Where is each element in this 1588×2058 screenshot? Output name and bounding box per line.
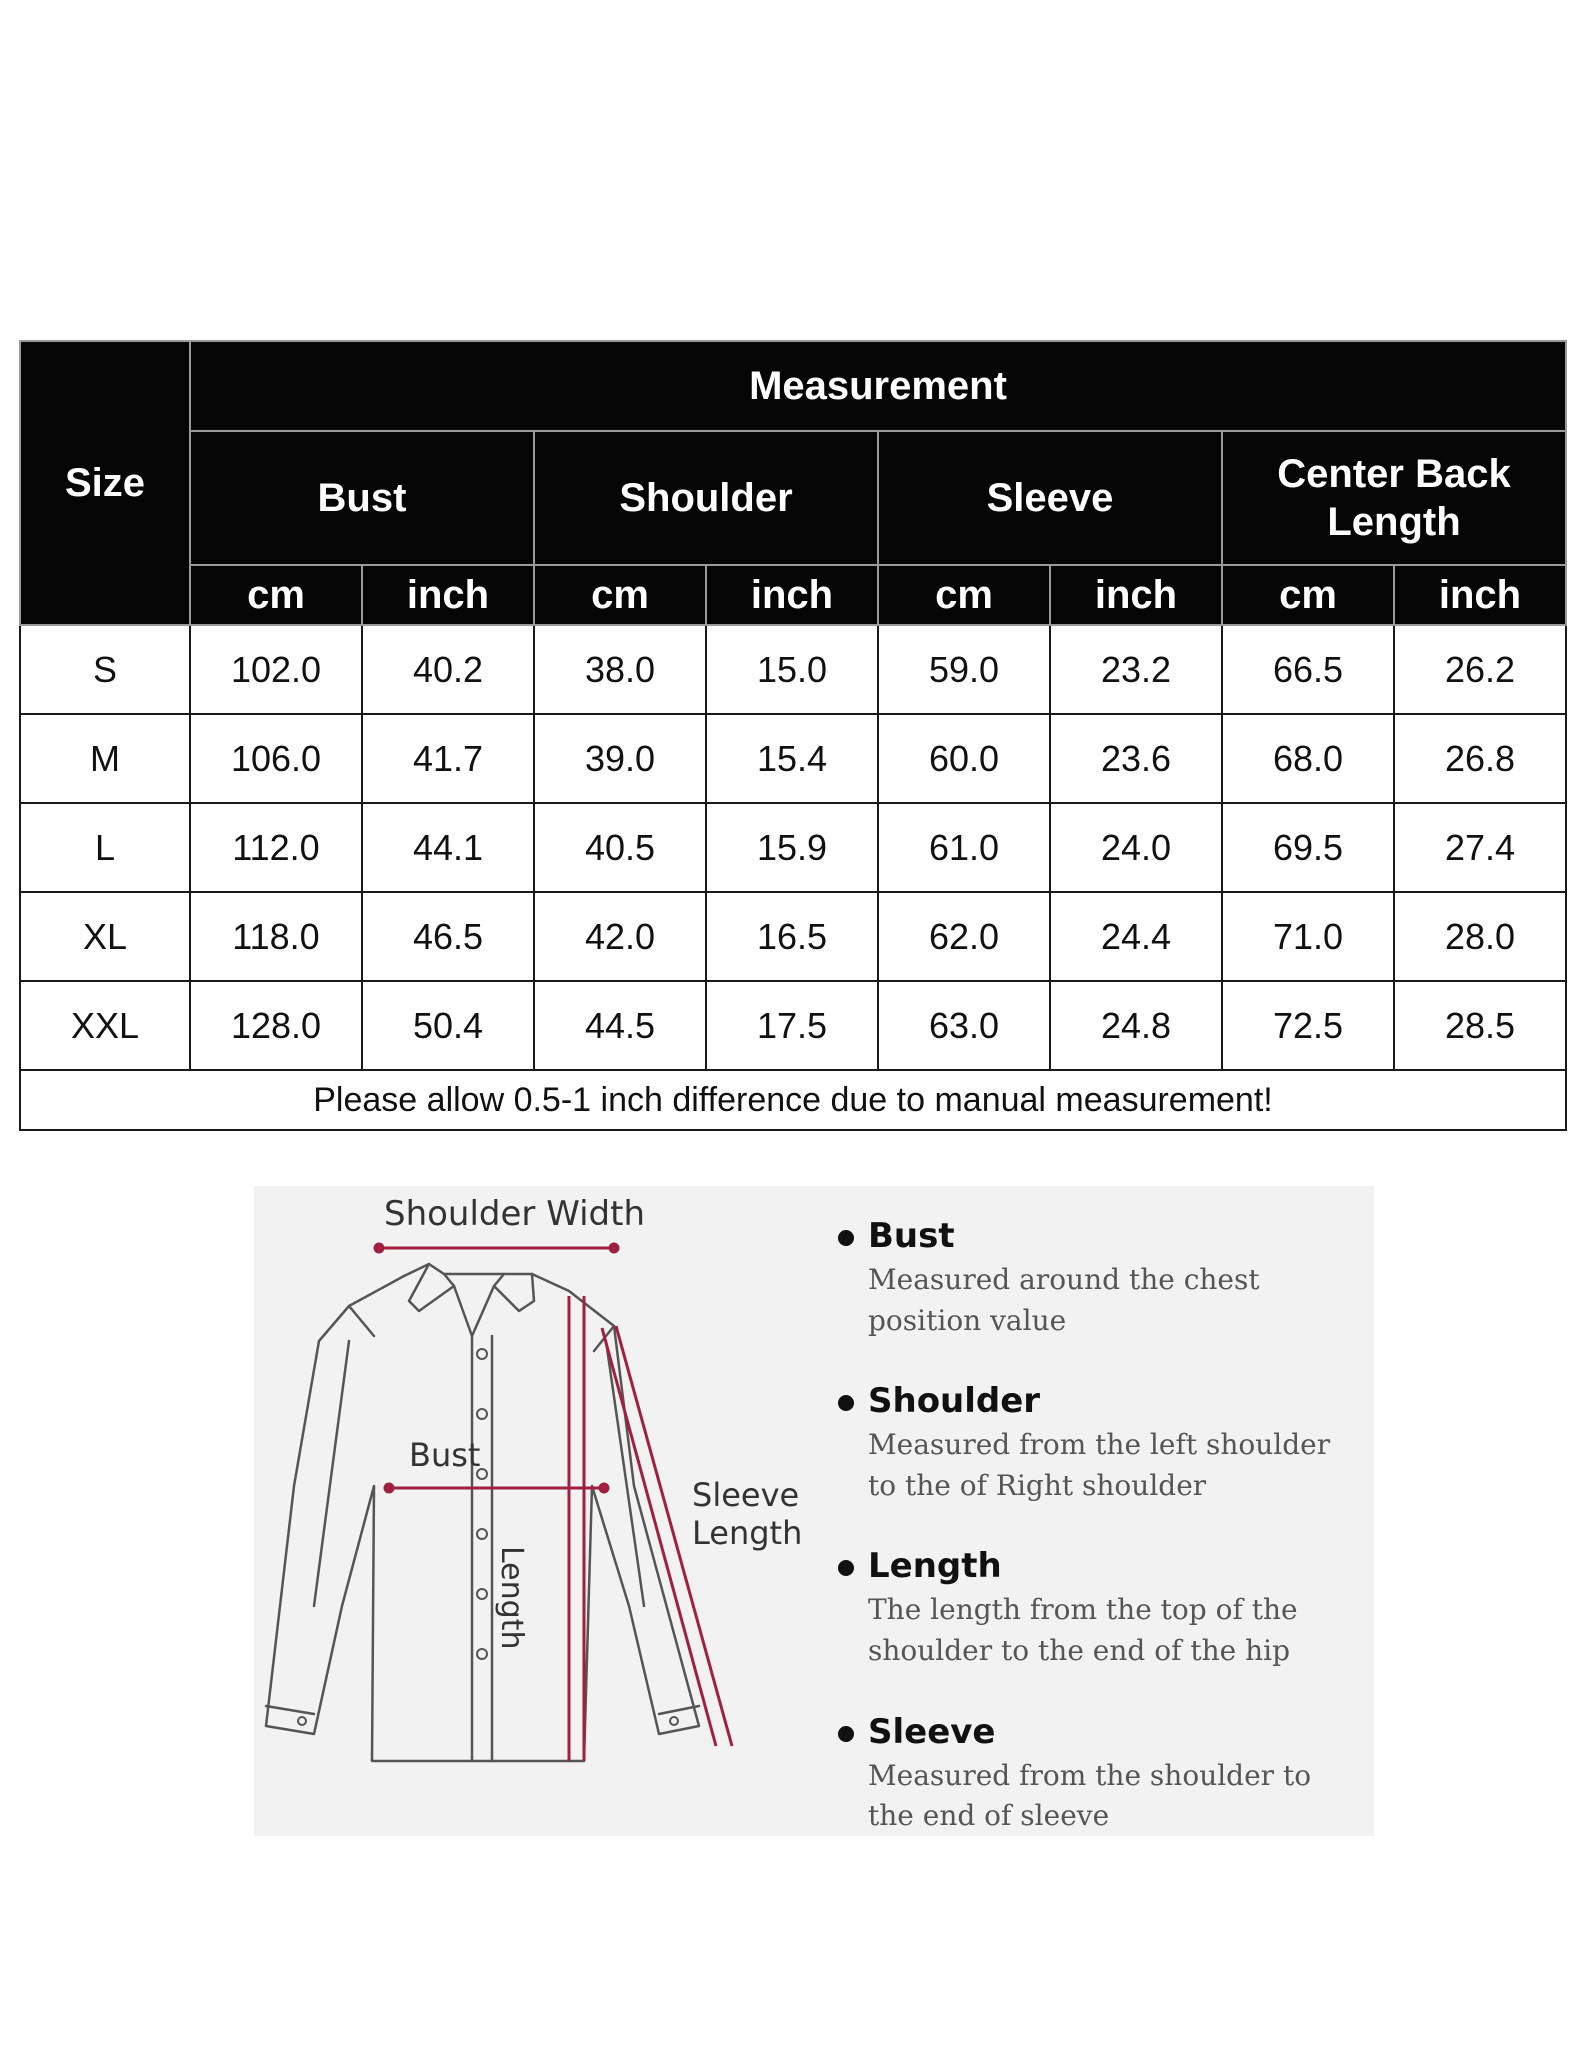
value-cell: 28.5 <box>1394 981 1566 1070</box>
value-cell: 44.5 <box>534 981 706 1070</box>
value-cell: 71.0 <box>1222 892 1394 981</box>
bullet-icon <box>838 1726 854 1742</box>
group-header-sleeve: Sleeve <box>878 431 1222 565</box>
group-header-center-back-length: Center Back Length <box>1222 431 1566 565</box>
size-header: Size <box>20 341 190 625</box>
size-chart-table <box>19 340 1567 1131</box>
bust-label: Bust <box>409 1436 481 1474</box>
value-cell: 128.0 <box>190 981 362 1070</box>
unit-header: cm <box>190 565 362 625</box>
group-header-shoulder: Shoulder <box>534 431 878 565</box>
value-cell: 15.9 <box>706 803 878 892</box>
value-cell: 112.0 <box>190 803 362 892</box>
legend-item-sleeve: Sleeve Measured from the shoulder to the end of sleeve <box>834 1712 1354 1837</box>
value-cell: 28.0 <box>1394 892 1566 981</box>
size-cell: S <box>20 625 190 714</box>
sleeve-length-label: Sleeve Length <box>692 1476 803 1552</box>
measurement-header: Measurement <box>190 341 1566 431</box>
value-cell: 15.4 <box>706 714 878 803</box>
table-row <box>20 981 1566 1070</box>
unit-header: inch <box>1394 565 1566 625</box>
value-cell: 72.5 <box>1222 981 1394 1070</box>
value-cell: 42.0 <box>534 892 706 981</box>
table-row <box>20 892 1566 981</box>
bullet-icon <box>838 1395 854 1411</box>
value-cell: 69.5 <box>1222 803 1394 892</box>
value-cell: 24.4 <box>1050 892 1222 981</box>
value-cell: 24.8 <box>1050 981 1222 1070</box>
value-cell: 106.0 <box>190 714 362 803</box>
shoulder-width-label: Shoulder Width <box>384 1194 645 1234</box>
value-cell: 38.0 <box>534 625 706 714</box>
value-cell: 26.8 <box>1394 714 1566 803</box>
unit-header: cm <box>878 565 1050 625</box>
size-cell: L <box>20 803 190 892</box>
measurement-legend <box>834 1216 1354 1877</box>
size-cell: XXL <box>20 981 190 1070</box>
legend-item-bust: Bust Measured around the chest position value <box>834 1216 1354 1341</box>
value-cell: 61.0 <box>878 803 1050 892</box>
value-cell: 102.0 <box>190 625 362 714</box>
unit-header: inch <box>1050 565 1222 625</box>
value-cell: 39.0 <box>534 714 706 803</box>
value-cell: 62.0 <box>878 892 1050 981</box>
value-cell: 68.0 <box>1222 714 1394 803</box>
value-cell: 16.5 <box>706 892 878 981</box>
value-cell: 118.0 <box>190 892 362 981</box>
value-cell: 26.2 <box>1394 625 1566 714</box>
value-cell: 50.4 <box>362 981 534 1070</box>
unit-header: inch <box>706 565 878 625</box>
value-cell: 17.5 <box>706 981 878 1070</box>
value-cell: 23.6 <box>1050 714 1222 803</box>
unit-header: inch <box>362 565 534 625</box>
value-cell: 60.0 <box>878 714 1050 803</box>
legend-item-shoulder: Shoulder Measured from the left shoulder to the of Right shoulder <box>834 1381 1354 1506</box>
legend-item-length: Length The length from the top of the shoulder to the end of the hip <box>834 1546 1354 1671</box>
unit-header: cm <box>1222 565 1394 625</box>
value-cell: 66.5 <box>1222 625 1394 714</box>
size-cell: XL <box>20 892 190 981</box>
value-cell: 15.0 <box>706 625 878 714</box>
value-cell: 44.1 <box>362 803 534 892</box>
measurement-diagram <box>254 1186 1374 1836</box>
measurement-note: Please allow 0.5-1 inch difference due to manual measurement! <box>20 1070 1566 1130</box>
table-row <box>20 803 1566 892</box>
size-cell: M <box>20 714 190 803</box>
value-cell: 40.5 <box>534 803 706 892</box>
group-header-bust: Bust <box>190 431 534 565</box>
value-cell: 40.2 <box>362 625 534 714</box>
value-cell: 24.0 <box>1050 803 1222 892</box>
table-row <box>20 714 1566 803</box>
table-row <box>20 625 1566 714</box>
length-label: Length <box>494 1546 529 1650</box>
bullet-icon <box>838 1230 854 1246</box>
value-cell: 46.5 <box>362 892 534 981</box>
value-cell: 59.0 <box>878 625 1050 714</box>
unit-header: cm <box>534 565 706 625</box>
value-cell: 41.7 <box>362 714 534 803</box>
value-cell: 27.4 <box>1394 803 1566 892</box>
value-cell: 23.2 <box>1050 625 1222 714</box>
bullet-icon <box>838 1560 854 1576</box>
value-cell: 63.0 <box>878 981 1050 1070</box>
